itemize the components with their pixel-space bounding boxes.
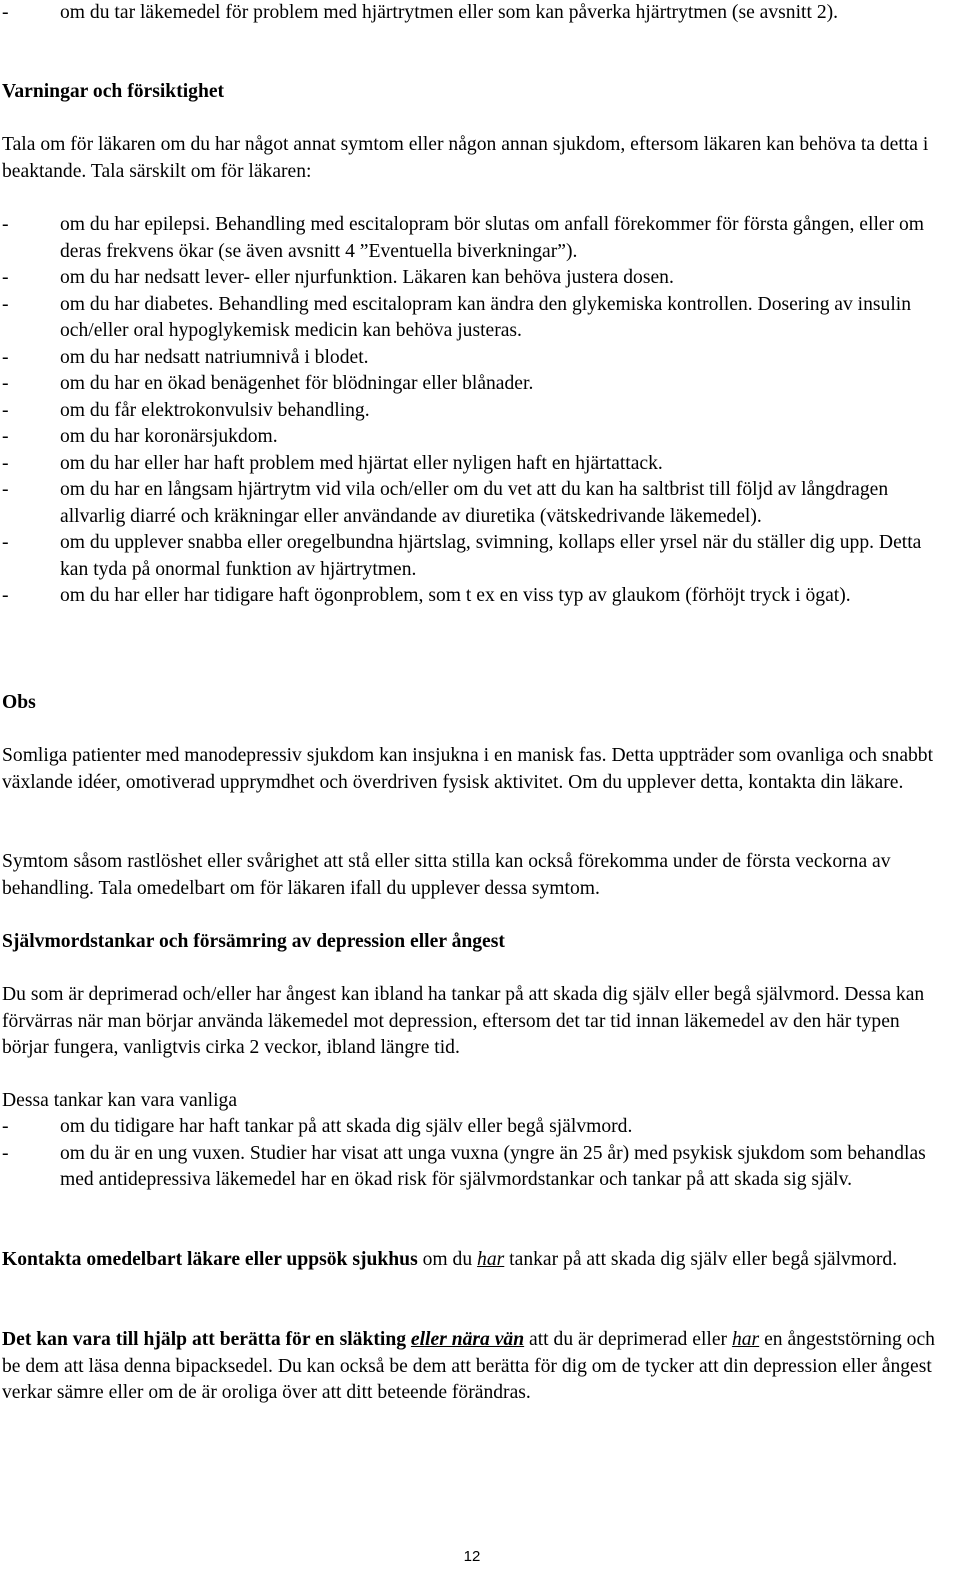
common-thoughts-list xyxy=(2,1114,950,1194)
list-item xyxy=(2,0,950,27)
list-item xyxy=(2,212,950,265)
list-dash: - xyxy=(2,1116,9,1137)
list-item xyxy=(2,424,950,451)
list-dash: - xyxy=(2,452,9,474)
list-item xyxy=(2,265,950,292)
warnings-intro: Tala om för läkaren om du har något annat symtom eller någon annan sjukdom, eftersom läkaren kan behöva ta detta i beaktande. Tala särskilt om för läkaren: xyxy=(2,134,929,182)
list-item xyxy=(2,292,950,345)
list-item-text: om du har en ökad benägenhet för blödningar eller blånader. xyxy=(60,373,534,394)
intro-list xyxy=(2,0,950,27)
list-item xyxy=(2,1141,950,1194)
help-text-end: en ångeststörning och be dem att läsa denna bipacksedel. Du kan också be dem att berätta för dig om de tycker att din depression eller ångest verkar sämre eller om de är oroliga över att ditt beteende förändras. xyxy=(2,1329,935,1403)
warnings-list xyxy=(2,212,950,610)
list-item-text: om du har koronärsjukdom. xyxy=(60,426,278,447)
list-item xyxy=(2,477,950,530)
tell-relative-paragraph xyxy=(2,1327,950,1407)
help-bold-text: Det kan vara till hjälp att berätta för en släkting xyxy=(2,1329,411,1350)
page-number: 12 xyxy=(463,1548,481,1565)
list-item xyxy=(2,530,950,583)
list-item-text: om du tar läkemedel för problem med hjärtrytmen eller som kan påverka hjärtrytmen (se avsnitt 2). xyxy=(60,2,839,23)
help-emphasis: har xyxy=(731,1329,760,1350)
list-item-text: om du har eller har tidigare haft ögonproblem, som t ex en viss typ av glaukom (förhöjt tryck i ögat). xyxy=(60,585,851,606)
list-item-text: om du har nedsatt natriumnivå i blodet. xyxy=(60,346,369,368)
list-item-text: om du upplever snabba eller oregelbundna hjärtslag, svimning, kollaps eller yrsel när du ställer dig upp. Detta kan tyda på onormal funktion av hjärtrytmen. xyxy=(60,532,922,580)
list-item-text: om du är en ung vuxen. Studier har visat att unga vuxna (yngre än 25 år) med psykisk sjukdom som behandlas med antidepressiva läkemedel har en ökad risk för självmordstankar och tankar på att skada sig själv. xyxy=(60,1142,926,1190)
list-item-text: om du har nedsatt lever- eller njurfunktion. Läkaren kan behöva justera dosen. xyxy=(60,267,674,288)
obs-paragraph-2: Symtom såsom rastlöshet eller svårighet att stå eller sitta stilla kan också förekomma under de första veckorna av behandling. Tala omedelbart om för läkaren ifall du upplever dessa symtom. xyxy=(2,851,891,899)
list-dash: - xyxy=(2,373,9,394)
list-dash: - xyxy=(2,346,9,368)
contact-text: om du xyxy=(417,1249,478,1270)
contact-bold-text: Kontakta omedelbart läkare eller uppsök sjukhus xyxy=(2,1249,418,1270)
list-dash: - xyxy=(2,293,9,315)
list-item-text: om du har epilepsi. Behandling med escitalopram bör slutas om anfall förekommer för första gången, eller om deras frekvens ökar (se även avsnitt 4 ”Eventuella biverkningar”). xyxy=(60,214,925,262)
list-item-text: om du har eller har haft problem med hjärtat eller nyligen haft en hjärtattack. xyxy=(60,452,663,474)
contact-emphasis: har xyxy=(477,1249,505,1270)
list-dash: - xyxy=(2,585,9,606)
list-item-text: om du har diabetes. Behandling med escitalopram kan ändra den glykemiska kontrollen. Dosering av insulin och/eller oral hypoglykemisk medicin kan behöva justeras. xyxy=(60,293,912,341)
list-dash: - xyxy=(2,1142,9,1164)
help-bold-emphasis: eller nära vän xyxy=(410,1329,525,1350)
list-dash: - xyxy=(2,2,9,23)
list-item xyxy=(2,583,950,610)
list-item-text: om du får elektrokonvulsiv behandling. xyxy=(60,399,370,421)
list-item-text: om du har en långsam hjärtrytm vid vila och/eller om du vet att du kan ha saltbrist till följd av långdragen allvarlig diarré och kräkningar eller användande av diuretika (vätskedrivande läkemedel). xyxy=(60,479,889,527)
list-item xyxy=(2,451,950,478)
list-dash: - xyxy=(2,426,9,447)
common-thoughts-intro: Dessa tankar kan vara vanliga xyxy=(2,1090,238,1111)
list-dash: - xyxy=(2,532,9,553)
list-item-text: om du tidigare har haft tankar på att skada dig själv eller begå självmord. xyxy=(60,1116,633,1137)
list-item xyxy=(2,345,950,372)
list-dash: - xyxy=(2,399,9,421)
suicide-paragraph: Du som är deprimerad och/eller har ångest kan ibland ha tankar på att skada dig själv eller begå självmord. Dessa kan förvärras när man börjar använda läkemedel mot depression, eftersom det tar tid innan läkemedel av den här typen börjar fungera, vanligtvis cirka 2 veckor, ibland längre tid. xyxy=(2,984,925,1058)
contact-doctor-paragraph xyxy=(2,1247,950,1274)
list-item xyxy=(2,1114,950,1141)
list-dash: - xyxy=(2,479,9,500)
contact-text-end: tankar på att skada dig själv eller begå självmord. xyxy=(504,1249,898,1270)
help-text: att du är deprimerad eller xyxy=(524,1329,732,1350)
obs-paragraph-1: Somliga patienter med manodepressiv sjukdom kan insjukna i en manisk fas. Detta uppträder som ovanliga och snabbt växlande idéer, omotiverad upprymdhet och överdriven fysisk aktivitet. Om du upplever detta, kontakta din läkare. xyxy=(2,745,934,793)
list-dash: - xyxy=(2,267,9,288)
obs-heading: Obs xyxy=(2,692,36,713)
list-dash: - xyxy=(2,214,9,235)
warnings-heading: Varningar och försiktighet xyxy=(2,81,225,102)
suicide-heading: Självmordstankar och försämring av depression eller ångest xyxy=(2,931,505,952)
list-item xyxy=(2,371,950,398)
list-item xyxy=(2,398,950,425)
